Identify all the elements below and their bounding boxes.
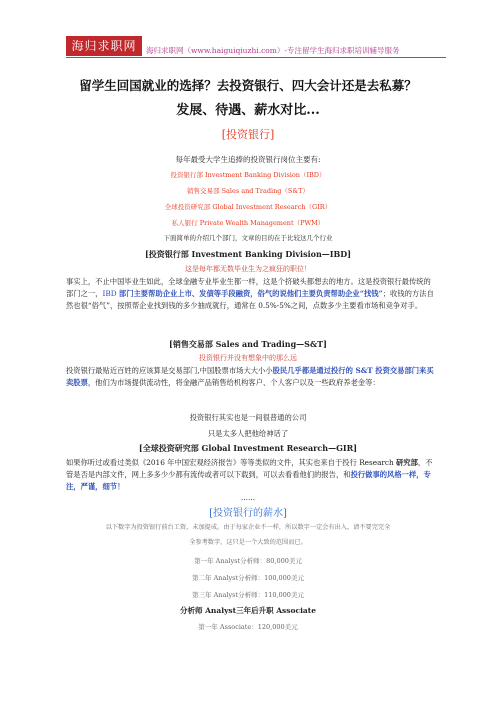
- st-line2: 只是太多人把他给神话了: [207, 429, 289, 438]
- salary-heading: [投资银行的薪水]: [209, 508, 287, 519]
- position-item: 全球投资研究部 Global Investment Research（GIR）: [164, 203, 332, 211]
- st-paragraph: 投资银行最贴近百姓的应该算是交易部门,中国股票市场大大小小股民几乎都是通过投行的 S&T 投资交易部门来买卖股票，他们为市场提供流动性，将金融产品销售给机构客户、个人客户以及一些政府养老金等：: [66, 366, 434, 387]
- section-heading-investment-bank: [投资银行]: [221, 128, 275, 141]
- ibd-subtitle: 这是每年都无数毕业生为之疯狂的职位！: [185, 265, 311, 273]
- associate-heading: 分析师 Analyst三年后升职 Associate: [179, 606, 317, 615]
- site-tagline: 海归求职网（www.haiguiqiuzhi.com）-专注留学生海归求职培训辅导服务: [146, 46, 400, 55]
- st-heading: [销售交易部 Sales and Trading—S&T]: [169, 339, 327, 349]
- header-divider: [66, 57, 446, 58]
- gir-ellipsis: ……: [241, 494, 255, 502]
- gir-heading: [全球投资研究部 Global Investment Research—GIR]: [138, 443, 358, 453]
- section-outro: 下面简单的介绍几个部门，文章的目的在于比较这几个行业: [163, 234, 333, 242]
- ibd-paragraph: 事实上，不止中国毕业生如此，全球金融专业毕业生都一样，这是个挤破头都想去的地方。这是投资银行最传统的部门之一，IBD 部门主要帮助企业上市、发债等手段融资，俗气的说他们主要负责帮助企业“找钱”；收钱的方法自然也很“俗气”，按照帮企业找到钱的多少抽成就行，通常在 0.5%-5%之间，点数多少主要看市场和竞争对手。: [66, 277, 434, 310]
- salary-line: 第一年 Analyst分析师：80,000美元: [194, 557, 302, 565]
- ibd-heading: [投资银行部 Investment Banking Division—IBD]: [144, 249, 352, 259]
- salary-line: 第二年 Analyst分析师：100,000美元: [192, 574, 304, 582]
- page-title-line1: 留学生回国就业的选择？去投资银行、四大会计还是去私募？: [79, 78, 417, 93]
- section-intro: 每年最受大学生追捧的投资银行岗位主要有:: [175, 155, 321, 164]
- gir-paragraph: 如果你听过或看过类似《2016 年中国宏观经济报告》等等类似的文件，其实也来自于投行 Research 研究部，不管是否是内部文件，网上多多少少都有流传或者可以下载到，可以去看看他们的报告，和投行做事的风格一样，专注，严谨，细节！: [66, 458, 433, 491]
- salary-note-line1: 以下数字为投资银行前台工资，未加提成。由于每家企业不一样，所以数字一定会有出入，请不要完完全: [105, 524, 391, 531]
- site-logo: 海归求职网: [66, 36, 142, 56]
- position-item: 投资银行部 Investment Banking Division（IBD）: [170, 171, 326, 179]
- salary-note-line2: 全参考数字，这只是一个大致的范围而已。: [189, 539, 307, 546]
- position-item: 销售交易部 Sales and Trading（S&T）: [187, 187, 309, 195]
- page-title-line2: 发展、待遇、薪水对比...: [176, 103, 320, 118]
- site-header: [66, 36, 446, 58]
- st-subtitle: 投资银行并没有想象中的那么远: [199, 354, 297, 362]
- position-item: 私人银行 Private Wealth Management（PWM）: [171, 219, 325, 227]
- st-line1: 投资银行其实也是一间很普通的公司: [189, 413, 307, 422]
- associate-salary-line: 第一年 Associate：120,000美元: [198, 623, 298, 631]
- salary-line: 第三年 Analyst分析师：110,000美元: [192, 591, 304, 599]
